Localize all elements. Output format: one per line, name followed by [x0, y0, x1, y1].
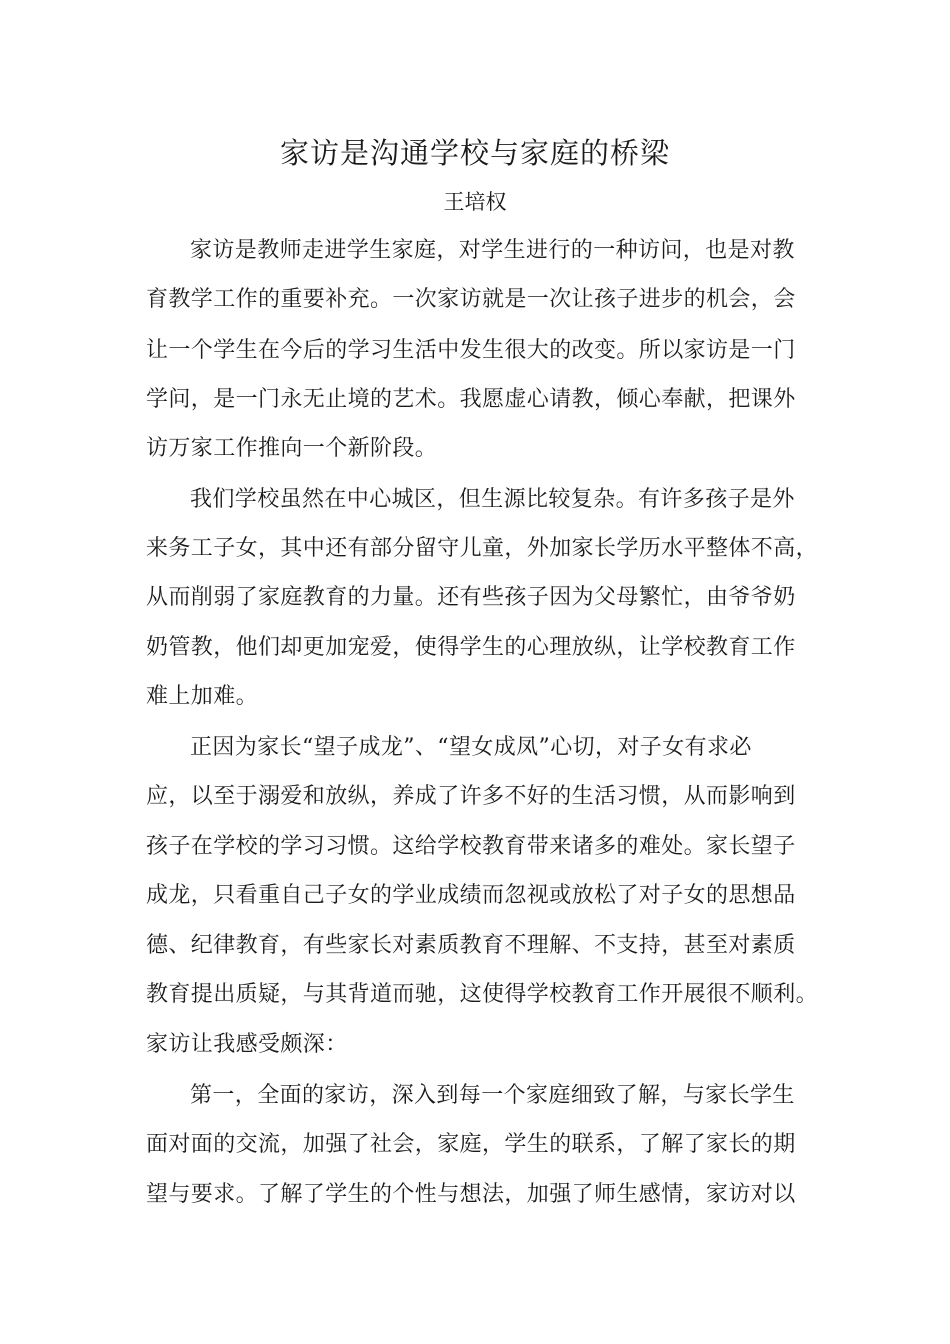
text-line: 家访让我感受颇深：: [146, 1032, 348, 1057]
text-line: 德、纪律教育，有些家长对素质教育不理解、不支持，甚至对素质: [146, 933, 796, 958]
text-line: 正因为家长“望子成龙”、“望女成凤”心切，对子女有求必: [190, 735, 752, 760]
text-line: 育教学工作的重要补充。一次家访就是一次让孩子进步的机会，会: [146, 287, 796, 312]
text-line: 奶管教，他们却更加宠爱，使得学生的心理放纵，让学校教育工作: [146, 635, 796, 660]
text-line: 学问，是一门永无止境的艺术。我愿虚心请教，倾心奉献，把课外: [146, 387, 796, 412]
text-line: 访万家工作推向一个新阶段。: [146, 436, 438, 461]
text-line: 难上加难。: [146, 684, 259, 709]
text-line: 孩子在学校的学习习惯。这给学校教育带来诸多的难处。家长望子: [146, 834, 796, 859]
document-author: 王培权: [443, 190, 507, 214]
text-line: 成龙，只看重自己子女的学业成绩而忽视或放松了对子女的思想品: [146, 883, 796, 908]
text-line: 面对面的交流，加强了社会，家庭，学生的联系，了解了家长的期: [146, 1132, 796, 1157]
text-line: 望与要求。了解了学生的个性与想法，加强了师生感情，家访对以: [146, 1182, 796, 1207]
text-line: 家访是教师走进学生家庭，对学生进行的一种访问，也是对教: [190, 238, 795, 263]
text-line: 第一，全面的家访，深入到每一个家庭细致了解，与家长学生: [190, 1083, 795, 1108]
text-line: 教育提出质疑，与其背道而驰，这使得学校教育工作开展很不顺利。: [146, 982, 819, 1007]
text-line: 应，以至于溺爱和放纵，养成了许多不好的生活习惯，从而影响到: [146, 784, 796, 809]
text-line: 从而削弱了家庭教育的力量。还有些孩子因为父母繁忙，由爷爷奶: [146, 585, 796, 610]
text-line: 让一个学生在今后的学习生活中发生很大的改变。所以家访是一门: [146, 338, 796, 363]
text-line: 我们学校虽然在中心城区，但生源比较复杂。有许多孩子是外: [190, 487, 795, 512]
text-line: 来务工子女，其中还有部分留守儿童，外加家长学历水平整体不高，: [146, 536, 819, 561]
document-title: 家访是沟通学校与家庭的桥梁: [279, 136, 670, 170]
